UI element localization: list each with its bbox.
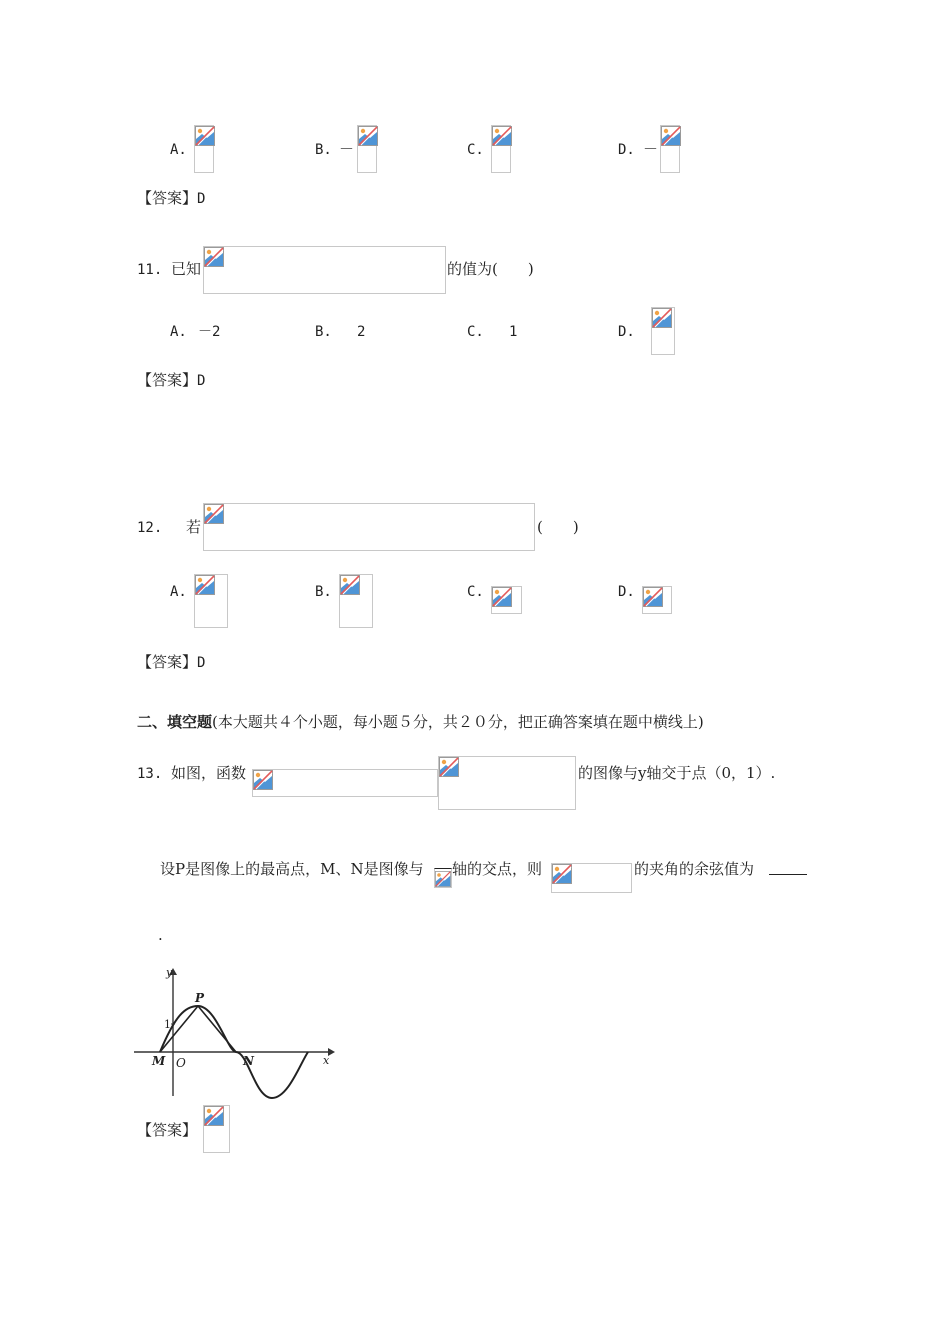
q12-option-b-label: B. bbox=[315, 584, 332, 600]
q10-option-b-minus: － bbox=[339, 140, 355, 158]
q10-option-b-image bbox=[357, 125, 377, 173]
q12-option-a-image bbox=[194, 574, 228, 628]
label-one: 1 bbox=[164, 1018, 171, 1031]
q11-option-b-value: 2 bbox=[357, 324, 366, 340]
broken-image-icon bbox=[340, 575, 360, 595]
q13-number: 13. bbox=[137, 766, 163, 782]
q12-option-c-label: C. bbox=[467, 584, 484, 600]
q10-option-b-label: B. bbox=[315, 142, 332, 158]
q10-option-a-label: A. bbox=[170, 142, 187, 158]
q13-line2-a: 设P是图像上的最高点，M、N是图像与 bbox=[160, 860, 424, 878]
q13-vectors-image bbox=[551, 863, 632, 893]
q13-stem-a: 如图，函数 bbox=[171, 764, 247, 782]
q12-option-a-label: A. bbox=[170, 584, 187, 600]
broken-image-icon bbox=[204, 247, 224, 267]
q13-answer-image bbox=[203, 1105, 230, 1153]
q11-formula-image bbox=[203, 246, 446, 294]
broken-image-icon bbox=[652, 308, 672, 328]
section-note: (本大题共４个小题，每小题５分，共２０分，把正确答案填在题中横线上) bbox=[212, 713, 704, 731]
q13-stem-b: 的图像与y轴交于点（0，1）. bbox=[578, 764, 776, 782]
label-x: x bbox=[323, 1054, 330, 1067]
q10-option-c-image bbox=[491, 125, 511, 173]
q13-function-image bbox=[252, 769, 438, 797]
broken-image-icon bbox=[435, 871, 451, 887]
q11-number: 11. bbox=[137, 262, 163, 278]
answer-tag: 【答案】 bbox=[137, 189, 198, 207]
broken-image-icon bbox=[661, 126, 681, 146]
section-title: 二、填空题 bbox=[137, 713, 213, 731]
q12-option-d-image bbox=[642, 586, 672, 614]
label-p: P bbox=[195, 991, 205, 1005]
q12-stem-before: 若 bbox=[186, 518, 202, 536]
q11-option-a-value: －2 bbox=[198, 324, 221, 340]
q11-option-d-image bbox=[651, 307, 675, 355]
q11-option-c-value: 1 bbox=[509, 324, 518, 340]
answer-value: D bbox=[197, 655, 206, 671]
broken-image-icon bbox=[492, 126, 512, 146]
q13-period: . bbox=[158, 926, 163, 944]
broken-image-icon bbox=[204, 504, 224, 524]
answer-tag: 【答案】 bbox=[137, 653, 198, 671]
q10-option-d-label: D. bbox=[618, 142, 635, 158]
answer-tag: 【答案】 bbox=[137, 1121, 198, 1139]
broken-image-icon bbox=[204, 1106, 224, 1126]
segment-pn bbox=[198, 1006, 236, 1052]
q13-answer-blank bbox=[769, 860, 807, 879]
q13-axis-image bbox=[434, 868, 452, 888]
label-n: N bbox=[243, 1054, 254, 1068]
q12-number: 12. bbox=[137, 520, 163, 536]
broken-image-icon bbox=[195, 575, 215, 595]
answer-value: D bbox=[197, 191, 206, 207]
label-m: M bbox=[152, 1054, 166, 1068]
q12-stem-after: ( ) bbox=[537, 518, 579, 536]
q11-stem-before: 已知 bbox=[171, 260, 202, 278]
label-y: y bbox=[166, 966, 173, 979]
q11-option-c-label: C. bbox=[467, 324, 484, 340]
broken-image-icon bbox=[358, 126, 378, 146]
q11-answer bbox=[137, 371, 205, 390]
broken-image-icon bbox=[253, 770, 273, 790]
broken-image-icon bbox=[643, 587, 663, 607]
q10-option-c-label: C. bbox=[467, 142, 484, 158]
q12-option-b-image bbox=[339, 574, 373, 628]
answer-tag: 【答案】 bbox=[137, 371, 198, 389]
q11-option-d-label: D. bbox=[618, 324, 635, 340]
q11-option-b-label: B. bbox=[315, 324, 332, 340]
q12-answer bbox=[137, 653, 205, 672]
broken-image-icon bbox=[552, 864, 572, 884]
q13-line2-c: 的夹角的余弦值为 bbox=[634, 860, 755, 878]
section-heading bbox=[137, 713, 704, 731]
broken-image-icon bbox=[439, 757, 459, 777]
label-o: O bbox=[176, 1056, 186, 1070]
q10-answer bbox=[137, 189, 205, 208]
q12-formula-image bbox=[203, 503, 535, 551]
broken-image-icon bbox=[492, 587, 512, 607]
q10-option-d-image bbox=[660, 125, 680, 173]
q10-option-d-minus: － bbox=[643, 140, 659, 158]
q11-option-a-label: A. bbox=[170, 324, 187, 340]
q13-line2-b: 轴的交点，则 bbox=[452, 860, 543, 878]
q11-stem-after: 的值为( ) bbox=[447, 260, 534, 278]
sine-graph-figure bbox=[130, 964, 340, 1104]
q10-option-a-image bbox=[194, 125, 214, 173]
broken-image-icon bbox=[195, 126, 215, 146]
q12-option-d-label: D. bbox=[618, 584, 635, 600]
q12-option-c-image bbox=[491, 586, 522, 614]
q13-condition-image bbox=[438, 756, 576, 810]
answer-value: D bbox=[197, 373, 206, 389]
